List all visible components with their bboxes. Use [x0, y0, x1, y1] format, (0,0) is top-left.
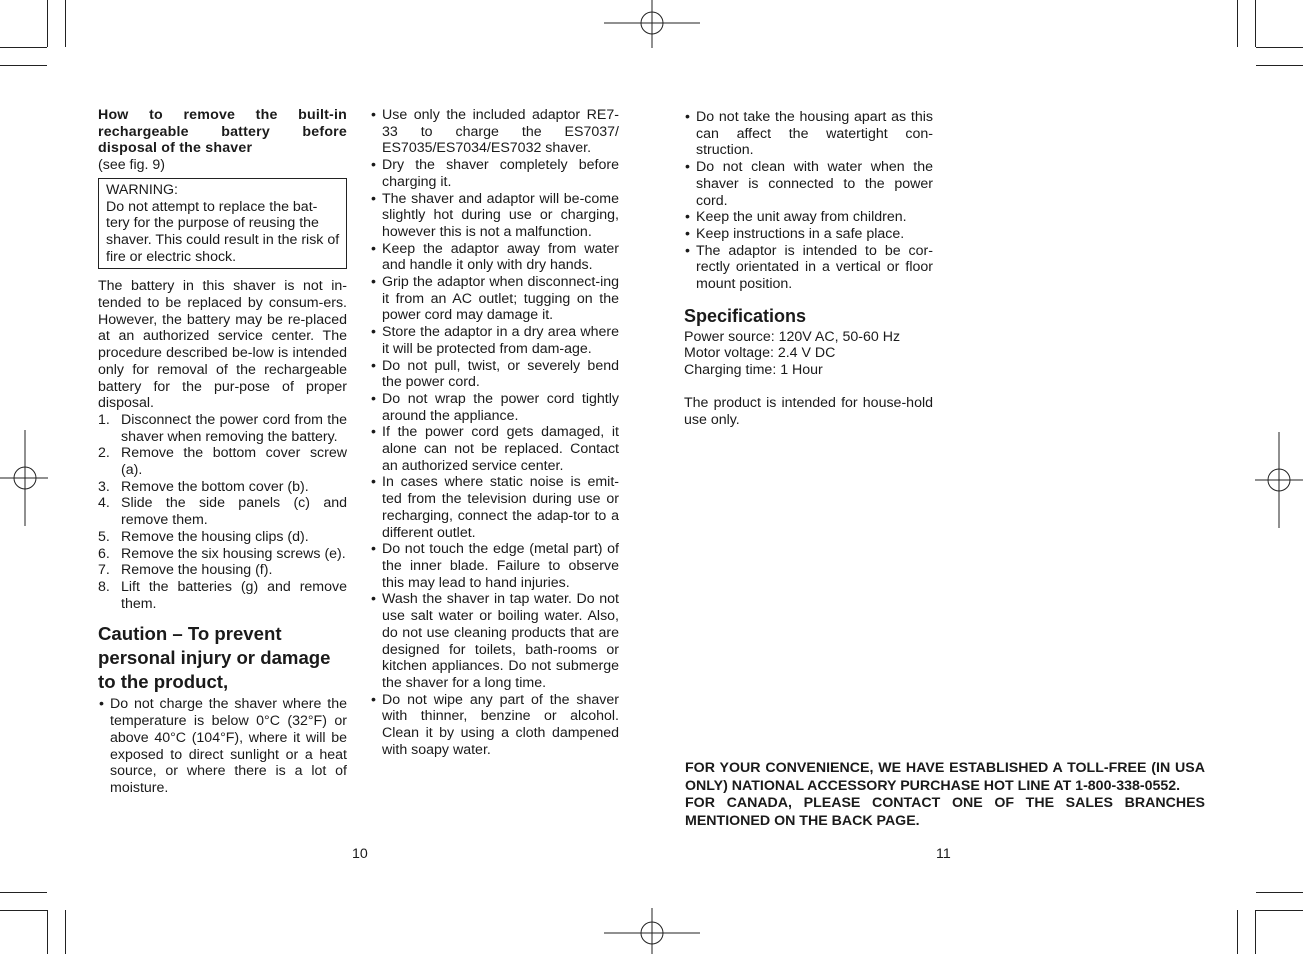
list-item: • Wash the shaver in tap water. Do not use salt water or boiling water. Also, do not use cleaning products that are designed for toilets, bath-rooms or kitchen appliances. Do not submerge the shaver for a long time. [371, 591, 619, 691]
warning-box [98, 178, 347, 270]
spec-charging-time: Charging time: 1 Hour [684, 362, 823, 379]
crop-mark [0, 47, 47, 48]
list-item: 5. Remove the housing clips (d). [98, 528, 309, 545]
crop-mark [65, 910, 66, 954]
crop-mark [0, 65, 47, 66]
list-item: • Keep the unit away from children. [685, 209, 907, 226]
list-item: • If the power cord gets damaged, it alone can not be replaced. Contact an authorized service center. [371, 424, 619, 474]
list-item: • Grip the adaptor when disconnect-ing it from an AC outlet; tugging on the power cord may damage it. [371, 274, 619, 324]
list-item: 1. Disconnect the power cord from the shaver when removing the battery. [98, 411, 347, 445]
caution-list-continued [370, 107, 619, 758]
battery-heading: How to remove the built-in rechargeable battery before disposal of the shaver [98, 107, 347, 157]
list-item: • The shaver and adaptor will be-come slightly hot during use or charging, however this is not a malfunction. [371, 190, 619, 240]
registration-mark [604, 0, 700, 48]
crop-mark [1256, 65, 1303, 66]
page-number-left: 10 [352, 846, 368, 862]
list-item: • Do not clean with water when the shaver is connected to the power cord. [685, 159, 933, 209]
page-number-right: 11 [936, 846, 951, 862]
see-fig-text: (see fig. 9) [98, 157, 166, 174]
hotline-notice [685, 760, 1205, 830]
spec-motor-voltage: Motor voltage: 2.4 V DC [684, 345, 836, 362]
list-item: 2. Remove the bottom cover screw (a). [98, 445, 347, 479]
list-item: 3. Remove the bottom cover (b). [98, 478, 309, 495]
right-column [684, 109, 933, 428]
crop-mark [65, 0, 66, 47]
list-item: 8. Lift the batteries (g) and remove them. [98, 578, 347, 612]
list-item: • Keep the adaptor away from water and handle it only with dry hands. [371, 240, 619, 274]
caution-heading: Caution – To prevent personal injury or damage to the product, [98, 623, 331, 693]
registration-mark [0, 430, 48, 526]
list-item: • Store the adaptor in a dry area where it will be protected from dam-age. [371, 324, 619, 357]
notice-usa: FOR YOUR CONVENIENCE, WE HAVE ESTABLISHED A TOLL-FREE (IN USA ONLY) NATIONAL ACCESSORY PURCHASE HOT LINE AT 1-800-338-0552. [685, 760, 1205, 794]
household-use-note: The product is intended for house-hold use only. [684, 394, 933, 428]
crop-mark [1255, 0, 1256, 47]
crop-mark [1237, 0, 1238, 47]
crop-mark [47, 0, 48, 47]
list-item: • Use only the included adaptor RE7-33 to charge the ES7037/ ES7035/ES7034/ES7032 shaver. [371, 107, 619, 157]
crop-mark [1237, 910, 1238, 954]
crop-mark [1255, 910, 1256, 954]
crop-mark [0, 892, 47, 893]
warning-text: Do not attempt to replace the bat-tery for the purpose of reusing the shaver. This could result in the risk of fire or electric shock. [106, 198, 340, 265]
crop-mark [1256, 910, 1303, 911]
list-item: • Do not touch the edge (metal part) of the inner blade. Failure to observe this may lead to hand injuries. [371, 541, 619, 591]
crop-mark [1256, 892, 1303, 893]
list-item: • Do not wrap the power cord tightly around the appliance. [371, 390, 619, 424]
list-item: • Do not charge the shaver where the temperature is below 0°C (32°F) or above 40°C (104°F), where it will be exposed to direct sunlight or a heat source, or where there is a lot of moisture. [99, 696, 347, 796]
crop-mark [0, 910, 47, 911]
battery-paragraph: The battery in this shaver is not in-tended to be replaced by consum-ers. However, the battery may be re-placed at an authorized service center. The procedure described be-low is intended only for removal of the rechargeable battery for the pur-pose of proper disposal. [98, 278, 347, 412]
list-item: 6. Remove the six housing screws (e). [98, 545, 346, 562]
list-item: • Dry the shaver completely before charging it. [371, 157, 619, 190]
list-item: • Do not wipe any part of the shaver with thinner, benzine or alcohol. Clean it by using a cloth dampened with soapy water. [371, 691, 619, 758]
list-item: 4. Slide the side panels (c) and remove them. [98, 495, 347, 529]
registration-mark [604, 908, 700, 954]
caution-list-right [684, 109, 933, 293]
warning-title: WARNING: [106, 181, 178, 198]
list-item: • In cases where static noise is emit-ted from the television during use or recharging, connect the adap-tor to a different outlet. [371, 474, 619, 541]
spec-power-source: Power source: 120V AC, 50-60 Hz [684, 328, 901, 345]
notice-canada: FOR CANADA, PLEASE CONTACT ONE OF THE SALES BRANCHES MENTIONED ON THE BACK PAGE. [685, 795, 1205, 829]
registration-mark [1255, 432, 1303, 528]
list-item: • Do not pull, twist, or severely bend the power cord. [371, 357, 619, 391]
list-item: • The adaptor is intended to be cor-rectly orientated in a vertical or floor mount position. [685, 242, 933, 293]
removal-steps [98, 412, 347, 612]
crop-mark [1256, 47, 1303, 48]
list-item: • Keep instructions in a safe place. [685, 225, 905, 242]
crop-mark [47, 910, 48, 954]
caution-list [98, 696, 347, 796]
list-item: • Do not take the housing apart as this can affect the watertight con-struction. [685, 109, 933, 159]
middle-column [370, 107, 619, 758]
left-column [98, 107, 347, 797]
specifications-heading: Specifications [684, 305, 807, 326]
list-item: 7. Remove the housing (f). [98, 562, 273, 579]
